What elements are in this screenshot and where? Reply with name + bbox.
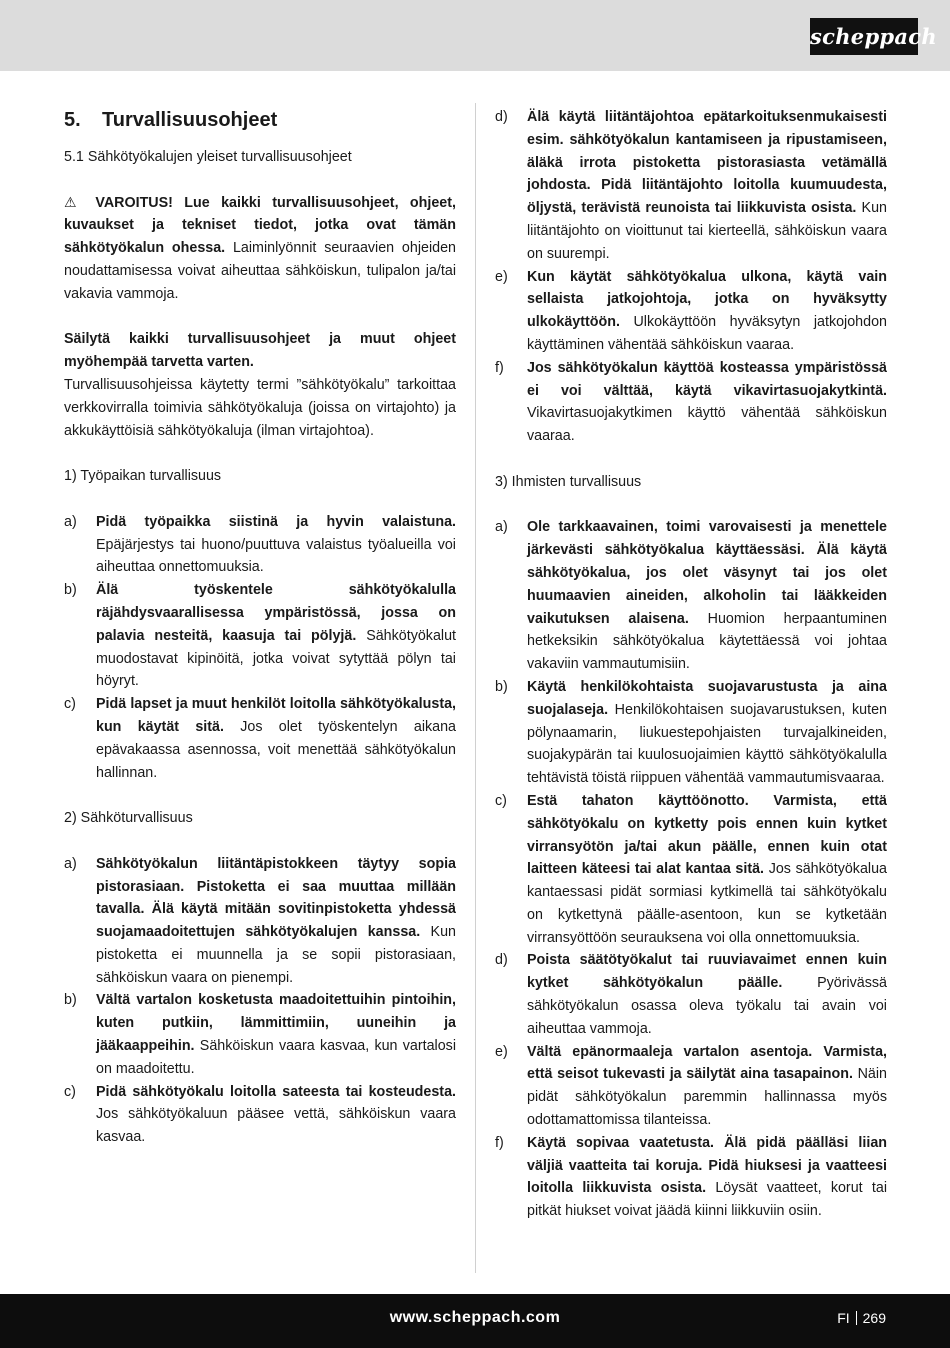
item-marker: e) (495, 1043, 508, 1060)
term-definition: Turvallisuusohjeissa käytetty termi ”sähkötyökalu” tarkoittaa verkkovirralla toimivia sähkötyökaluja (joissa on virtajohto) ja akkukäyttöisiä sähkötyökaluja (ilman virtajohtoa). (64, 376, 456, 439)
workplace-heading: 1) Työpaikan turvallisuus (64, 468, 222, 485)
item-marker: d) (495, 109, 508, 125)
page-footer (0, 1294, 950, 1348)
list-item (495, 516, 887, 676)
item-marker: a) (495, 519, 508, 536)
warning-paragraph (64, 192, 456, 306)
item-text: Pyörivässä sähkötyökalun osassa oleva työkalu tai avain voi aiheuttaa vammoja. (527, 975, 887, 1037)
scheppach-logo: scheppach (810, 18, 918, 55)
item-text: Epäjärjestys tai huono/puuttuva valaistus työalueilla voi aiheuttaa onnettomuuksia. (96, 536, 456, 576)
list-item (495, 1132, 887, 1223)
item-bold-text: Pidä lapset ja muut henkilöt loitolla sähkötyökalusta, kun käytät sitä. (96, 696, 456, 735)
section-title (64, 106, 456, 134)
item-marker: e) (495, 268, 508, 285)
keep-instructions-bold: Säilytä kaikki turvallisuusohjeet ja muut ohjeet myöhempää tarvetta varten. (64, 331, 456, 371)
item-marker: c) (64, 696, 76, 713)
item-text: Ulkokäyttöön hyväksytyn jatkojohdon käyttäminen vähentää sähköiskun vaaraa. (527, 314, 887, 353)
list-item (64, 579, 456, 693)
item-text: Sähkötyökalut muodostavat kipinöitä, jotka voivat sytyttää pölyn tai höyryt. (96, 627, 456, 690)
warning-triangle-icon: ⚠ (64, 194, 84, 211)
right-column (495, 106, 887, 1223)
personal-list (495, 516, 887, 1223)
item-text: Jos sähkötyökalua kantaessasi pidät sormiasi kytkimellä tai sähkötyökalu on kytkettynä päälle-asentoon, kun se kytketään virransyöttöön seurauksena voi olla onnettomuuksia. (527, 861, 887, 946)
list-item (64, 693, 456, 784)
item-bold-text: Pidä työpaikka siistinä ja hyvin valaistuna. (96, 513, 456, 530)
item-bold-text: Estä tahaton käyttöönotto. Varmista, että sähkötyökalu on kytketty pois ennen kuin kytket virransyötön ja/tai akun päälle, ennen kuin otat laitteen käteesi tai alat kantaa sitä. (527, 792, 887, 878)
item-bold-text: Käytä sopivaa vaatetusta. Älä pidä päälläsi liian väljiä vaatteita tai koruja. Pidä hiuksesi ja vaatteesi loitolla liikkuvista osista. (527, 1134, 887, 1197)
subsection-title: 5.1 Sähkötyökalujen yleiset turvallisuusohjeet (64, 149, 352, 165)
list-item (64, 1081, 456, 1149)
list-item (495, 357, 887, 448)
item-bold-text: Vältä vartalon kosketusta maadoitettuihin pintoihin, kuten putkiin, lämmittimiin, uuneihin ja jääkaappeihin. (96, 992, 456, 1055)
page-number: 269 (862, 1310, 886, 1326)
list-item (495, 790, 887, 950)
section-title-text: Turvallisuusohjeet (102, 109, 278, 131)
item-bold-text: Poista säätötyökalut tai ruuviavaimet ennen kuin kytket sähkötyökalun päälle. (527, 952, 887, 992)
electrical-heading: 2) Sähköturvallisuus (64, 810, 193, 827)
item-bold-text: Ole tarkkaavainen, toimi varovaisesti ja menettele järkevästi sähkötyökalua käyttäessäsi. Älä käytä sähkötyökalua, jos olet väsynyt tai jos olet huumaavien aineiden, alkoholin tai lääkkeiden vaikutuksen alaisena. (527, 519, 887, 627)
item-text: Henkilökohtaisen suojavarustuksen, kuten pölynaamarin, liukuestepohjaisten turvajalkineiden, suojakypärän tai kuulosuojaimien käyttö sähkötyökalulla tehtävistä töistä riippuen vähentää vammautumisvaaraa. (527, 701, 887, 787)
workplace-list (64, 511, 456, 785)
item-text: Jos olet työskentelyn aikana epävakaassa asennossa, voit menettää sähkötyökalun hallinnan. (96, 718, 456, 781)
item-text: Huomion herpaantuminen hetkeksikin sähkötyökalua käytettäessä voi johtaa vakaviin vammautumisiin. (527, 610, 887, 673)
list-item (495, 949, 887, 1040)
item-text: Kun liitäntäjohto on vioittunut tai kierteellä, sähköiskun vaara on suurempi. (527, 200, 887, 262)
electrical-list (64, 853, 456, 1149)
list-item (495, 676, 887, 790)
item-bold-text: Käytä henkilökohtaista suojavarustusta ja aina suojalaseja. (527, 678, 887, 718)
list-item (64, 989, 456, 1080)
item-bold-text: Kun käytät sähkötyökalua ulkona, käytä vain sellaista jatkojohtoja, jotka on hyväksytty ulkokäyttöön. (527, 268, 887, 331)
item-text: Kun pistoketta ei muunnella ja se sopii pistorasiaan, sähköiskun vaara on pienempi. (96, 924, 456, 986)
list-item (495, 266, 887, 357)
personal-heading: 3) Ihmisten turvallisuus (495, 473, 642, 490)
page-header (0, 0, 950, 71)
item-marker: a) (64, 855, 77, 872)
item-marker: b) (64, 992, 77, 1009)
item-bold-text: Jos sähkötyökalun käyttöä kosteassa ympäristössä ei voi välttää, käytä vikavirtasuojakytkintä. (527, 359, 887, 399)
warning-text: Laiminlyönnit seuraavien ohjeiden noudattamisessa voivat aiheuttaa sähköiskun, tulipalon ja/tai vakavia vammoja. (64, 240, 456, 302)
item-text: Vikavirtasuojakytkimen käyttö vähentää sähköiskun vaaraa. (527, 405, 887, 445)
item-text: Sähköiskun vaara kasvaa, kun vartalosi on maadoitettu. (96, 1038, 456, 1077)
item-bold-text: Sähkötyökalun liitäntäpistokkeen täytyy sopia pistorasiaan. Pistoketta ei saa muuttaa millään tavalla. Älä käytä mitään sovitinpistoketta yhdessä suojamaadoitettujen sähkötyökalujen kanssa. (96, 855, 456, 941)
item-marker: c) (495, 792, 507, 809)
item-text: Näin pidät sähkötyökalun paremmin hallinnassa myös odottamattomissa tilanteissa. (527, 1066, 887, 1129)
keep-instructions (64, 328, 456, 374)
item-bold-text: Pidä sähkötyökalu loitolla sateesta tai kosteudesta. (96, 1083, 456, 1100)
section-number: 5. (64, 109, 81, 131)
item-marker: b) (495, 678, 508, 695)
item-marker: f) (495, 1134, 504, 1151)
list-item (64, 511, 456, 579)
column-divider (475, 103, 476, 1273)
item-marker: b) (64, 582, 77, 599)
item-marker: f) (495, 359, 504, 376)
list-item (64, 853, 456, 990)
left-column (64, 106, 456, 1149)
list-item (495, 1041, 887, 1132)
item-bold-text: Vältä epänormaaleja vartalon asentoja. Varmista, että seisot tukevasti ja säilytät aina tasapainon. (527, 1043, 887, 1083)
electrical-list-continued (495, 106, 887, 448)
warning-bold: VAROITUS! Lue kaikki turvallisuusohjeet, ohjeet, kuvaukset ja tekniset tiedot, jotka ovat tämän sähkötyökalun ohessa. (64, 194, 456, 257)
item-bold-text: Älä käytä liitäntäjohtoa epätarkoituksenmukaisesti esim. sähkötyökalun kantamiseen ja ripustamiseen, äläkä irrota pistoketta pistorasiasta vetämällä johdosta. Pidä liitäntäjohto loitolla kuumuudesta, öljystä, terävistä reunoista tai liikkuvista osista. (527, 109, 887, 217)
item-marker: d) (495, 952, 508, 969)
list-item (495, 106, 887, 266)
item-text: Jos sähkötyökaluun pääsee vettä, sähköiskun vaara kasvaa. (96, 1106, 456, 1146)
item-text: Löysät vaatteet, korut tai pitkät hiukset voivat jäädä kiinni liikkuviin osiin. (527, 1180, 887, 1220)
item-marker: c) (64, 1083, 76, 1100)
item-marker: a) (64, 513, 77, 530)
website-link[interactable]: www.scheppach.com (389, 1309, 561, 1326)
item-bold-text: Älä työskentele sähkötyökalulla räjähdysvaarallisessa ympäristössä, jossa on palavia nesteitä, kaasuja tai pölyjä. (96, 582, 456, 644)
language-code: FI (837, 1310, 850, 1326)
page-info (837, 1310, 886, 1326)
